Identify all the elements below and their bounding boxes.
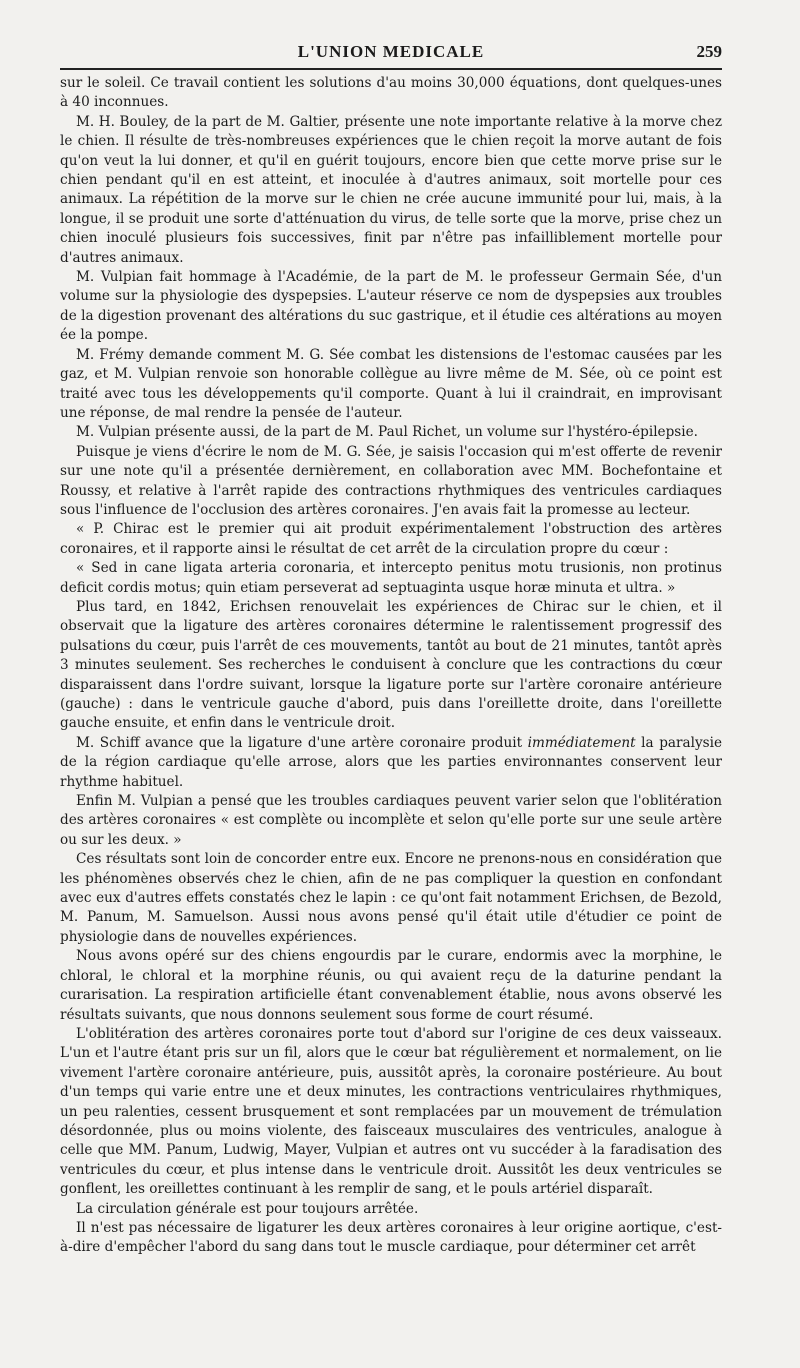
schiff-text-before: M. Schiff avance que la ligature d'une artère coronaire produit	[76, 734, 528, 751]
paragraph-ligaturer: Il n'est pas nécessaire de ligaturer les deux artères coronaires à leur origine aortique, c'est-à-dire d'empêcher l'abord du sang dans tout le muscle cardiaque, pour déterminer cet arrêt	[60, 1219, 722, 1256]
paragraph-schiff	[60, 734, 722, 792]
running-header	[60, 42, 722, 70]
paragraph-erichsen: Plus tard, en 1842, Erichsen renouvelait les expériences de Chirac sur le chien, et il observait que la ligature des artères coronaires détermine le ralentissement progressif des pulsations du cœur, puis l'arrêt de ces mouvements, tantôt au bout de 21 minutes, tantôt après 3 minutes seulement. Ses recherches le conduisent à conclure que les contractions du cœur disparaissent dans l'ordre suivant, lorsque la ligature porte sur l'artère coronaire antérieure (gauche) : dans le ventricule gauche d'abord, puis dans l'oreillette droite, dans l'oreillette gauche ensuite, et enfin dans le ventricule droit.	[60, 598, 722, 732]
paragraph-circulation: La circulation générale est pour toujours arrêtée.	[76, 1200, 419, 1217]
paragraph-obliteration: L'oblitération des artères coronaires porte tout d'abord sur l'origine de ces deux vaisseaux. L'un et l'autre étant pris sur un fil, alors que le cœur bat régulièrement et normalement, on lie vivement l'artère coronaire antérieure, puis, aussitôt après, la coronaire postérieure. Au bout d'un temps qui varie entre une et deux minutes, les contractions ventriculaires rhythmiques, un peu ralenties, cessent brusquement et sont remplacées par un mouvement de trémulation désordonnée, plus ou moins violente, des faisceaux musculaires des ventricules, analogue à celle que MM. Panum, Ludwig, Mayer, Vulpian et autres ont vu succéder à la faradisation des ventricules du cœur, et plus intense dans le ventricule droit. Aussitôt les deux ventricules se gonflent, les oreillettes continuant à les remplir de sang, et le pouls artériel disparaît.	[60, 1025, 722, 1198]
article-body	[60, 74, 722, 1258]
paragraph-latin-quote: « Sed in cane ligata arteria coronaria, et intercepto penitus motu trusionis, non protinus deficit cordis motus; quin etiam perseverat ad septuaginta usque horæ minuta et ultra. »	[60, 560, 722, 596]
paragraph-resultats: Ces résultats sont loin de concorder entre eux. Encore ne prenons-nous en considération que les phénomènes observés chez le chien, afin de ne pas compliquer la question en confondant avec eux d'autres effets constatés chez le lapin : ce qu'ont fait notamment Erichsen, de Bezold, M. Panum, M. Samuelson. Aussi nous avons pensé qu'il était utile d'étudier ce point de physiologie dans de nouvelles expériences.	[60, 851, 722, 945]
page-number: 259	[696, 42, 722, 61]
paragraph-chiens: Nous avons opéré sur des chiens engourdis par le curare, endormis avec la morphine, le chloral, le chloral et la morphine réunis, ou qui avaient reçu de la daturine pendant la curarisation. La respiration artificielle étant convenablement établie, nous avons observé les résultats suivants, que nous donnons seulement sous forme de court résumé.	[60, 948, 722, 1023]
paragraph-vulpian-pense: Enfin M. Vulpian a pensé que les troubles cardiaques peuvent varier selon que l'oblitération des artères coronaires « est complète ou incomplète et selon qu'elle porte sur une seule artère ou sur les deux. »	[60, 793, 722, 848]
paragraph-soleil: sur le soleil. Ce travail contient les solutions d'au moins 30,000 équations, dont quelques-unes à 40 inconnues.	[60, 75, 722, 111]
paragraph-bouley: M. H. Bouley, de la part de M. Galtier, présente une note importante relative à la morve chez le chien. Il résulte de très-nombreuses expériences que le chien reçoit la morve autant de fois qu'on veut la lui donner, et qu'il en guérit toujours, encore bien que cette morve prise sur le chien pendant qu'il en est atteint, et inoculée à d'autres animaux, soit mortelle pour ces animaux. La répétition de la morve sur le chien ne crée aucune immunité pour lui, mais, à la longue, il se produit une sorte d'atténuation du virus, de telle sorte que la morve, prise chez un chien inoculé plusieurs fois successives, finit par n'être pas infailliblement mortelle pour d'autres animaux.	[60, 113, 722, 266]
paragraph-chirac: « P. Chirac est le premier qui ait produit expérimentalement l'obstruction des artères coronaires, et il rapporte ainsi le résultat de cet arrêt de la circulation propre du cœur :	[60, 521, 722, 557]
paragraph-vulpian-see: M. Vulpian fait hommage à l'Académie, de la part de M. le professeur Germain Sée, d'un volume sur la physiologie des dyspepsies. L'auteur réserve ce nom de dyspepsies aux troubles de la digestion provenant des altérations du suc gastrique, et il étudie ces altérations au moyen ée la pompe.	[60, 269, 722, 344]
paragraph-puisque: Puisque je viens d'écrire le nom de M. G. Sée, je saisis l'occasion qui m'est offerte de revenir sur une note qu'il a présentée dernièrement, en collaboration avec MM. Bochefontaine et Roussy, et relative à l'arrêt rapide des contractions rhythmiques des ventricules cardiaques sous l'influence de l'occlusion des artères coronaires. J'en avais fait la promesse au lecteur.	[60, 443, 722, 518]
paragraph-fremy: M. Frémy demande comment M. G. Sée combat les distensions de l'estomac causées par les gaz, et M. Vulpian renvoie son honorable collègue au livre même de M. Sée, où ce point est traité avec tous les développements qu'il comporte. Quant à lui il craindrait, en improvisant une réponse, de mal rendre la pensée de l'auteur.	[60, 346, 722, 421]
schiff-emphasis: immédiatement	[527, 734, 636, 751]
paragraph-richet: M. Vulpian présente aussi, de la part de M. Paul Richet, un volume sur l'hystéro-épilepsie.	[76, 424, 698, 441]
schiff-text-after: la paralysie de la région cardiaque qu'elle arrose, alors que les parties environnantes conservent leur rhythme habituel.	[60, 734, 722, 790]
journal-title: L'UNION MEDICALE	[297, 42, 485, 61]
